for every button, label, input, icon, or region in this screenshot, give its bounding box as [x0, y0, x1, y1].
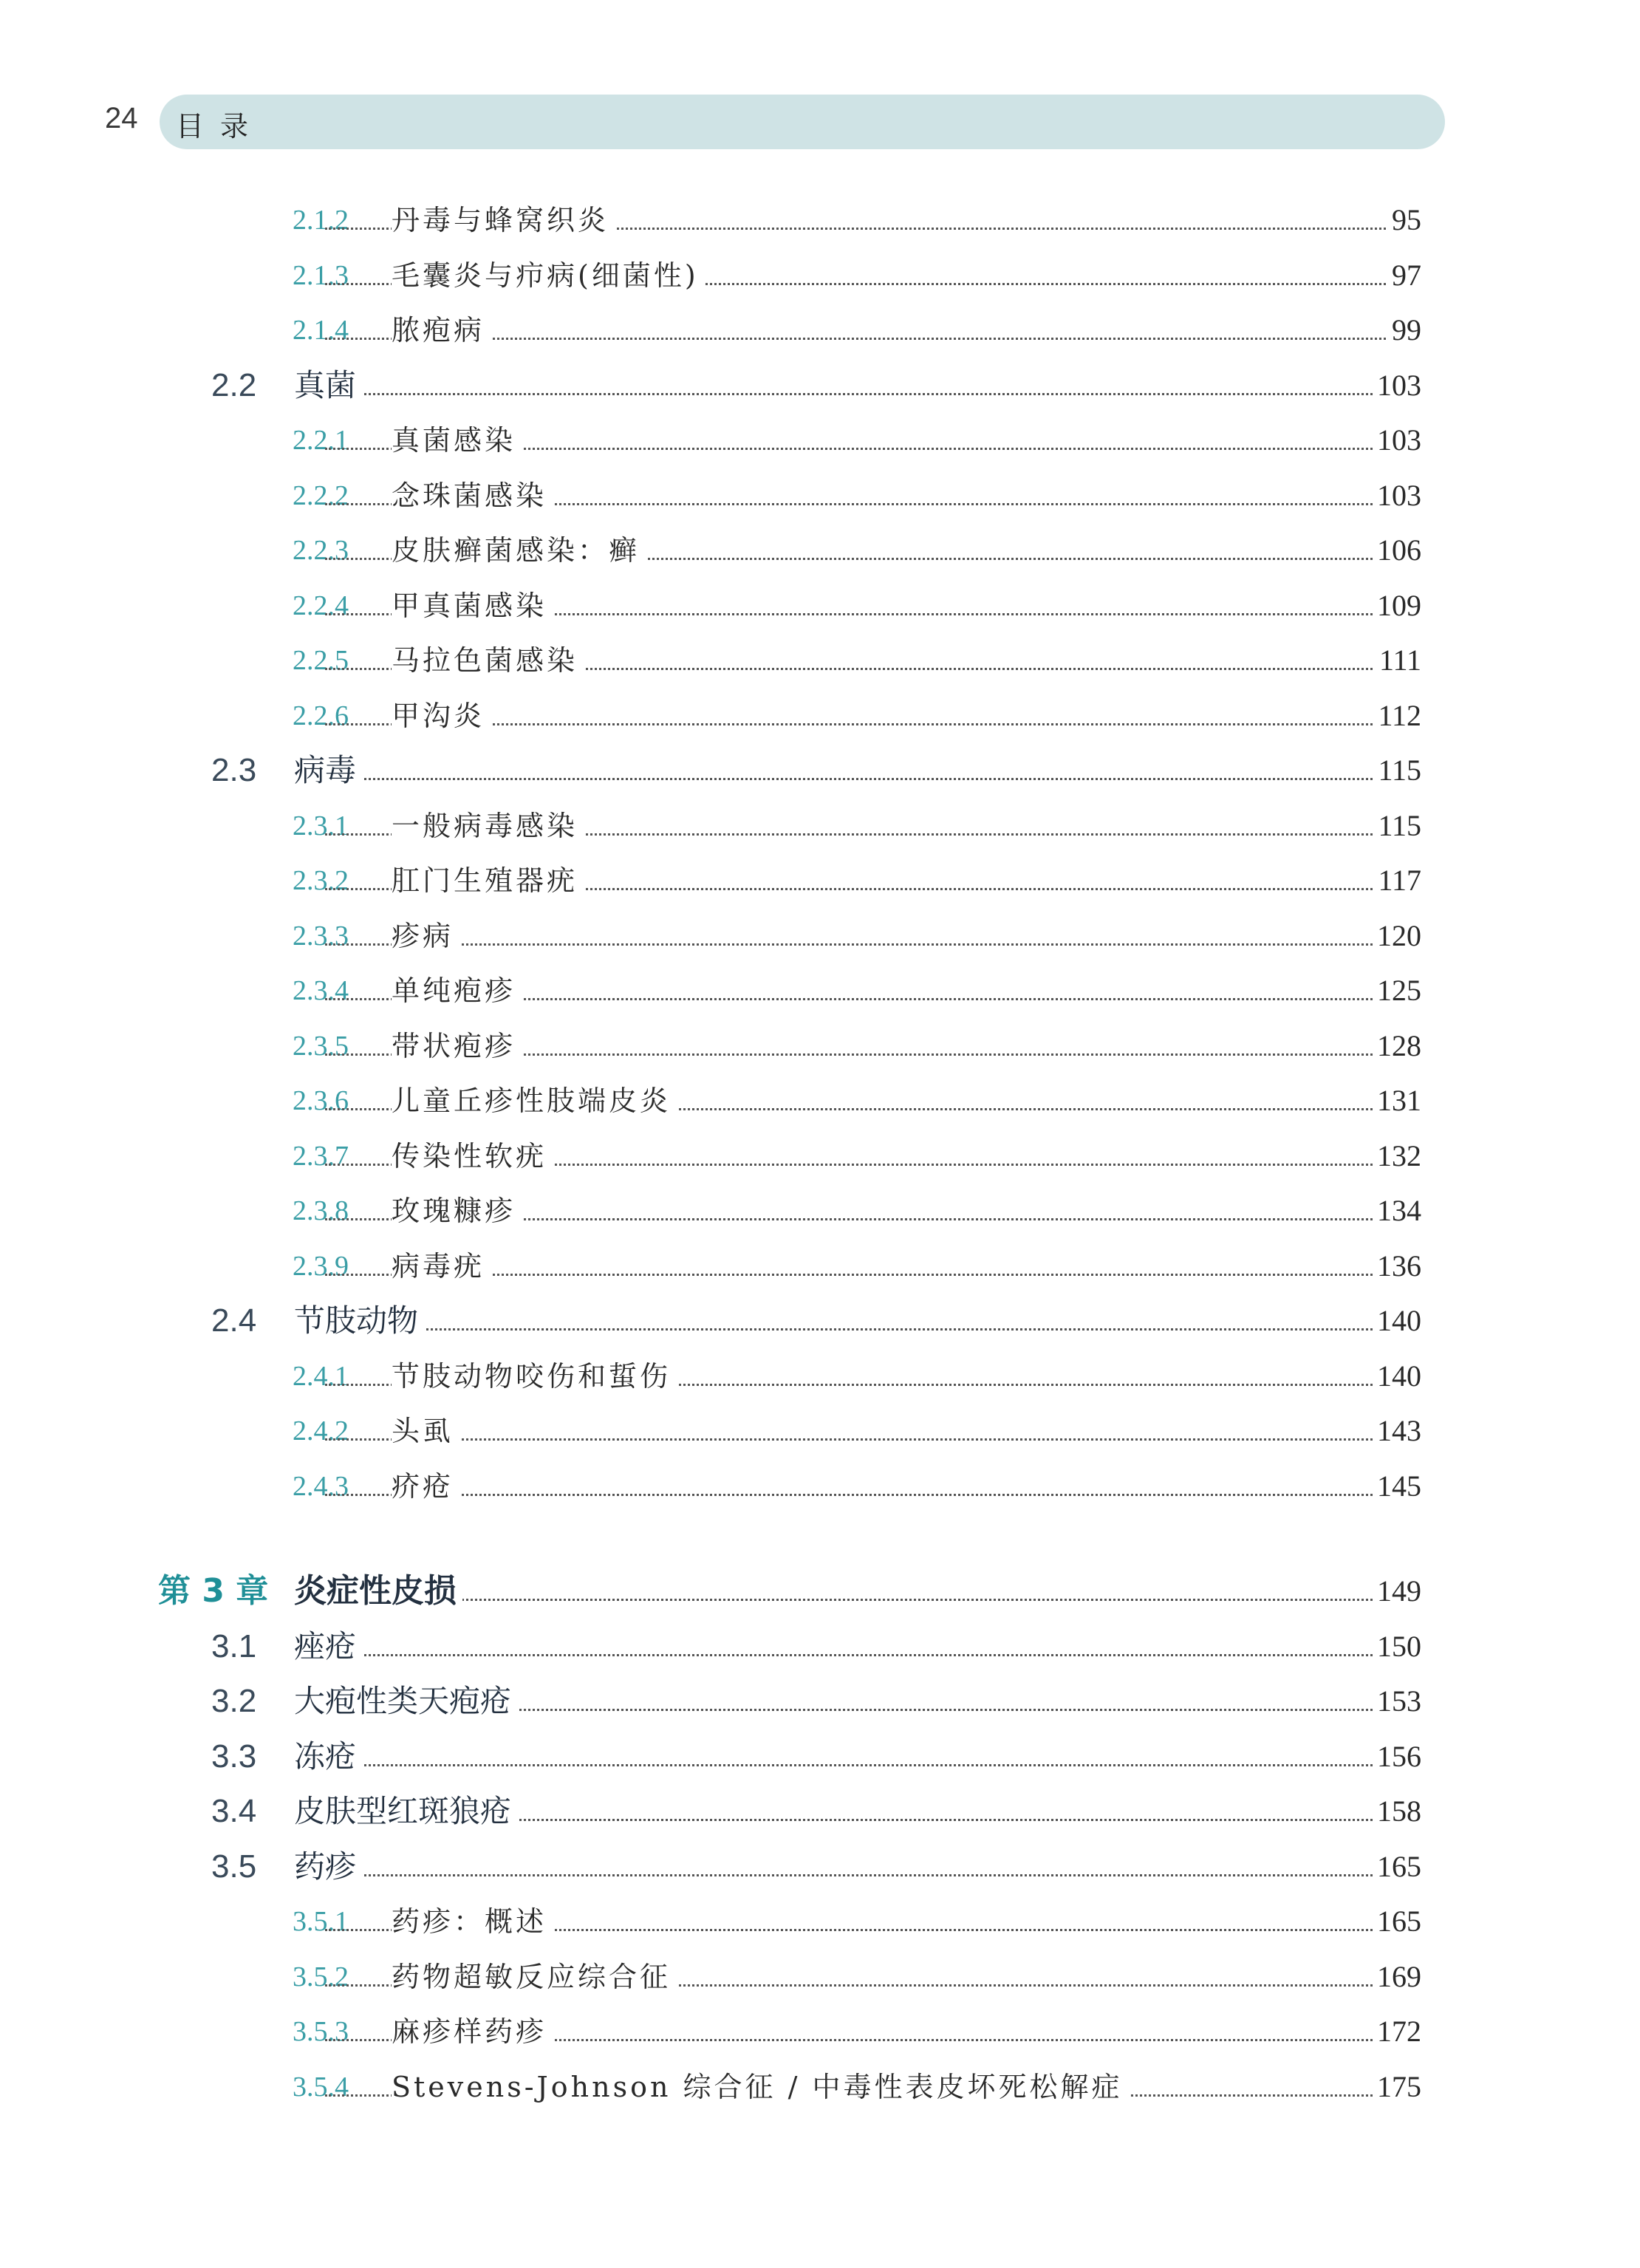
- toc-entry[interactable]: [0, 1244, 1640, 1288]
- toc-entry-title: 病毒疣: [392, 1244, 491, 1288]
- toc-entry-page: 140: [1373, 1354, 1421, 1398]
- toc-entry-title: 传染性软疣: [392, 1134, 553, 1178]
- toc-entry-page: 115: [1373, 748, 1421, 793]
- toc-entry-title: 肛门生殖器疣: [392, 858, 584, 903]
- toc-entry-number: 3.2: [211, 1683, 257, 1719]
- toc-leader-dots: [325, 943, 1421, 946]
- toc-entry-page: 153: [1373, 1679, 1421, 1724]
- toc-entry[interactable]: [0, 1625, 1640, 1669]
- header-bar: [160, 95, 1445, 149]
- toc-entry[interactable]: [0, 2009, 1640, 2054]
- toc-entry-page: 106: [1373, 528, 1421, 573]
- toc-entry-number: 3.5: [211, 1848, 257, 1885]
- toc-entry-page: 115: [1373, 804, 1421, 848]
- toc-entry-title: 儿童丘疹性肢端皮炎: [392, 1079, 677, 1123]
- toc-entry[interactable]: [0, 253, 1640, 298]
- toc-entry[interactable]: [0, 1899, 1640, 1944]
- toc-entry-title: 马拉色菌感染: [392, 638, 584, 683]
- toc-entry-number: 第 3 章: [158, 1572, 269, 1610]
- page-number: 24: [105, 102, 138, 134]
- toc-entry[interactable]: [0, 1409, 1640, 1453]
- toc-entry[interactable]: [0, 914, 1640, 958]
- toc-leader-dots: [325, 1494, 1421, 1496]
- toc-entry-number: 2.1.3: [293, 260, 349, 291]
- header-title: 目录: [176, 110, 265, 143]
- toc-entry[interactable]: [0, 1354, 1640, 1398]
- toc-entry-page: 109: [1373, 584, 1421, 628]
- toc-entry-number: 2.1.4: [293, 315, 349, 346]
- toc-entry-page: 97: [1387, 253, 1421, 298]
- toc-entry-page: 136: [1373, 1244, 1421, 1288]
- toc-entry-number: 2.1.2: [293, 205, 349, 236]
- toc-entry-title: 真菌: [294, 363, 362, 408]
- toc-entry-title: Stevens-Johnson 综合征 / 中毒性表皮坏死松解症: [392, 2065, 1129, 2109]
- toc-leader-dots: [325, 1599, 1421, 1601]
- toc-entry[interactable]: [0, 1464, 1640, 1509]
- toc-entry-page: 99: [1387, 308, 1421, 352]
- toc-entry-page: 95: [1387, 198, 1421, 242]
- toc-entry[interactable]: [0, 969, 1640, 1013]
- toc-entry-page: 112: [1373, 694, 1421, 738]
- toc-entry-page: 140: [1373, 1299, 1421, 1343]
- toc-entry-page: 103: [1373, 363, 1421, 408]
- toc-entry-number: 2.3.2: [293, 865, 349, 896]
- toc-entry-title: 麻疹样药疹: [392, 2009, 553, 2054]
- toc-entry[interactable]: [0, 858, 1640, 903]
- toc-entry-page: 120: [1373, 914, 1421, 958]
- toc-entry-title: 带状疱疹: [392, 1024, 522, 1068]
- toc-entry-number: 2.3.9: [293, 1251, 349, 1282]
- toc-entry-number: 2.4.2: [293, 1415, 349, 1446]
- toc-leader-dots: [325, 778, 1421, 780]
- toc-entry-page: 125: [1373, 969, 1421, 1013]
- toc-entry-number: 2.4.1: [293, 1361, 349, 1392]
- toc-entry-number: 2.3: [211, 752, 257, 788]
- toc-entry[interactable]: [0, 1569, 1640, 1613]
- toc-entry-number: 3.5.4: [293, 2071, 349, 2103]
- toc-entry-title: 炎症性皮损: [294, 1569, 462, 1613]
- toc-entry-number: 2.2: [211, 367, 257, 403]
- toc-entry-page: 111: [1375, 638, 1421, 683]
- toc-entry-title: 大疱性类天疱疮: [294, 1679, 517, 1724]
- toc-entry-page: 169: [1373, 1955, 1421, 1999]
- toc-entry-number: 2.2.3: [293, 535, 349, 566]
- toc-entry[interactable]: [0, 1299, 1640, 1343]
- toc-entry-page: 172: [1373, 2009, 1421, 2054]
- toc-entry-title: 念珠菌感染: [392, 474, 553, 518]
- toc-entry[interactable]: [0, 584, 1640, 628]
- toc-entry[interactable]: [0, 1024, 1640, 1068]
- toc-entry-page: 103: [1373, 418, 1421, 462]
- toc-entry-number: 2.2.2: [293, 480, 349, 511]
- toc-entry-title: 疥疮: [392, 1464, 459, 1509]
- toc-entry-number: 2.3.5: [293, 1031, 349, 1062]
- toc-entry-title: 毛囊炎与疖病(细菌性): [392, 253, 705, 298]
- toc-entry-page: 143: [1373, 1409, 1421, 1453]
- toc-entry[interactable]: [0, 1189, 1640, 1233]
- toc-leader-dots: [325, 1328, 1421, 1331]
- toc-entry-title: 节肢动物: [294, 1299, 424, 1343]
- toc-entry-title: 单纯疱疹: [392, 969, 522, 1013]
- toc-entry-number: 2.2.6: [293, 700, 349, 731]
- toc-entry[interactable]: [0, 1679, 1640, 1724]
- toc-entry-page: 103: [1373, 474, 1421, 518]
- toc-entry-title: 药物超敏反应综合征: [392, 1955, 677, 1999]
- toc-entry-page: 158: [1373, 1789, 1421, 1834]
- toc-entry-title: 病毒: [294, 748, 362, 793]
- toc-entry-number: 3.1: [211, 1628, 257, 1664]
- toc-entry[interactable]: [0, 1134, 1640, 1178]
- toc-entry-title: 脓疱病: [392, 308, 491, 352]
- toc-entry-title: 节肢动物咬伤和蜇伤: [392, 1354, 677, 1398]
- page-header: [0, 95, 1640, 149]
- toc-entry-title: 真菌感染: [392, 418, 522, 462]
- toc-entry-title: 痤疮: [294, 1625, 362, 1669]
- toc-entry-title: 玫瑰糠疹: [392, 1189, 522, 1233]
- toc-entry-page: 132: [1373, 1134, 1421, 1178]
- toc-entry-number: 2.4: [211, 1302, 257, 1339]
- toc-entry[interactable]: [0, 2065, 1640, 2109]
- toc-entry-number: 3.4: [211, 1793, 257, 1829]
- toc-entry-page: 128: [1373, 1024, 1421, 1068]
- toc-entry[interactable]: [0, 308, 1640, 352]
- toc-entry[interactable]: [0, 638, 1640, 683]
- toc-entry[interactable]: [0, 1789, 1640, 1834]
- toc-entry[interactable]: [0, 1079, 1640, 1123]
- toc-leader-dots: [325, 1874, 1421, 1876]
- toc-entry-number: 2.2.4: [293, 590, 349, 621]
- toc-entry-page: 145: [1373, 1464, 1421, 1509]
- toc-entry[interactable]: [0, 363, 1640, 408]
- toc-entry-page: 131: [1373, 1079, 1421, 1123]
- toc-entry-page: 165: [1373, 1899, 1421, 1944]
- toc-entry-title: 头虱: [392, 1409, 459, 1453]
- toc-entry-number: 2.2.1: [293, 425, 349, 456]
- toc-entry-number: 2.3.6: [293, 1085, 349, 1116]
- toc-entry[interactable]: [0, 528, 1640, 573]
- toc-entry-title: 皮肤癣菌感染：癣: [392, 528, 646, 573]
- toc-entry-title: 一般病毒感染: [392, 804, 584, 848]
- toc-leader-dots: [325, 393, 1421, 395]
- toc-entry-number: 3.5.2: [293, 1961, 349, 1992]
- toc-entry[interactable]: [0, 804, 1640, 848]
- toc-entry-number: 2.4.3: [293, 1471, 349, 1502]
- toc-entry-title: 疹病: [392, 914, 459, 958]
- toc-entry-page: 165: [1373, 1845, 1421, 1889]
- toc-entry-number: 3.5.1: [293, 1906, 349, 1937]
- toc-entry-number: 2.3.8: [293, 1195, 349, 1226]
- toc-entry-page: 150: [1373, 1625, 1421, 1669]
- toc-entry-title: 冻疮: [294, 1735, 362, 1779]
- toc-leader-dots: [325, 1764, 1421, 1766]
- toc-entry[interactable]: [0, 1735, 1640, 1779]
- toc-entry-title: 甲沟炎: [392, 694, 491, 738]
- toc-entry-title: 丹毒与蜂窝织炎: [392, 198, 615, 242]
- toc-entry-page: 117: [1373, 858, 1421, 903]
- toc-entry[interactable]: [0, 1845, 1640, 1889]
- toc-entry[interactable]: [0, 198, 1640, 242]
- toc-leader-dots: [325, 1654, 1421, 1656]
- toc-entry-page: 134: [1373, 1189, 1421, 1233]
- toc-entry-number: 2.3.3: [293, 920, 349, 952]
- toc-entry[interactable]: [0, 694, 1640, 738]
- toc-leader-dots: [325, 1438, 1421, 1441]
- toc-entry[interactable]: [0, 1955, 1640, 1999]
- toc-entry-page: 175: [1373, 2065, 1421, 2109]
- toc-entry[interactable]: [0, 418, 1640, 462]
- toc-entry-number: 2.3.1: [293, 810, 349, 841]
- toc-entry[interactable]: [0, 474, 1640, 518]
- toc-entry-title: 甲真菌感染: [392, 584, 553, 628]
- toc-entry-page: 156: [1373, 1735, 1421, 1779]
- toc-entry[interactable]: [0, 748, 1640, 793]
- toc-entry-title: 药疹: [294, 1845, 362, 1889]
- toc-entry-page: 149: [1373, 1569, 1421, 1613]
- toc-entry-number: 2.3.4: [293, 975, 349, 1006]
- toc-entry-title: 皮肤型红斑狼疮: [294, 1789, 517, 1834]
- toc-entry-number: 3.3: [211, 1738, 257, 1775]
- toc-entry-number: 2.3.7: [293, 1141, 349, 1172]
- toc-entry-title: 药疹：概述: [392, 1899, 553, 1944]
- toc-entry-number: 2.2.5: [293, 645, 349, 676]
- toc-entry-number: 3.5.3: [293, 2016, 349, 2047]
